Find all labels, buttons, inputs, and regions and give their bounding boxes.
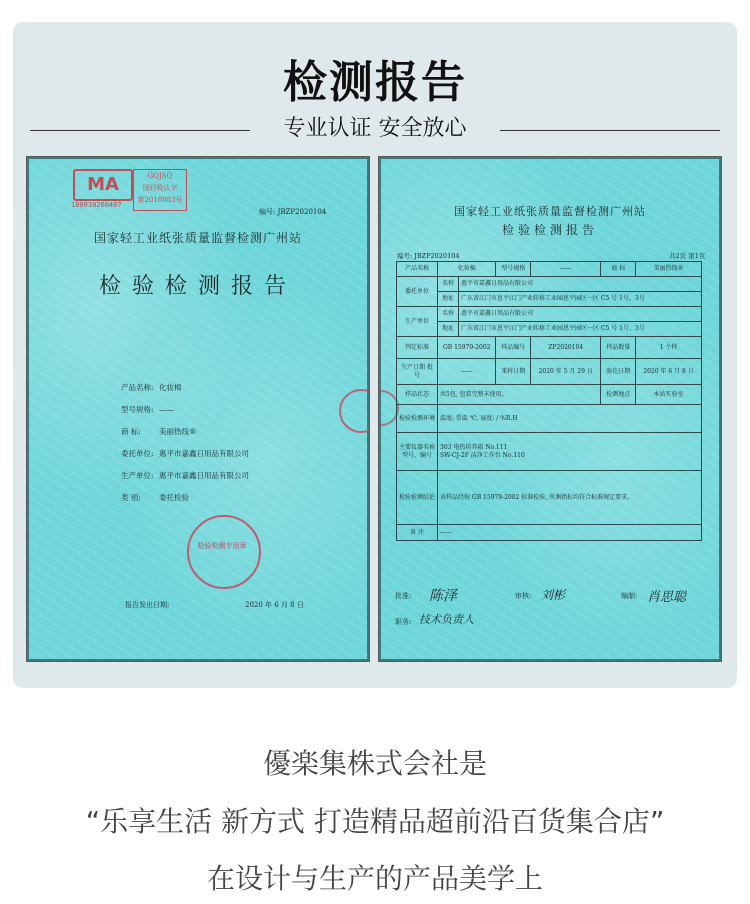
approve-signature: 陈泽 [429,588,457,604]
table-cell: 委托单位 [397,277,438,307]
report-number: 编号: JBZP2020104 [259,208,327,216]
table-cell: 样品编号 [496,337,531,359]
table-cell: —— [438,359,496,385]
field-value: —— [159,405,174,414]
table-cell: 检测地点 [601,385,636,405]
issuing-organization: 国家轻工业纸张质量监督检测广州站 [454,205,646,218]
approve-label: 批准: [395,592,412,600]
cma-number: 180010260407 [71,201,122,209]
edit-label: 编制: [621,592,638,600]
field-value: 惠平市嘉鑫日用品有限公司 [159,449,249,458]
edge-seal-fragment [339,389,370,433]
table-row [397,359,702,385]
issue-date: 2020 年 6 月 8 日 [245,601,304,609]
report-cover-image [26,156,370,662]
field-row [121,443,249,465]
table-cell: 化妆棉 [438,262,496,277]
stamp-line: 第2018083号 [137,196,183,204]
table-cell: 判定标准 [397,337,438,359]
table-cell: 产品名称 [397,262,438,277]
table-row [397,433,702,471]
field-value: 美丽热线® [159,427,197,436]
table-cell: 主要仪器名称型号、编号 [397,433,438,471]
table-cell: 广东省江门市恩平江门产业转移工业园恩平园区一区 C5 号 1号、3号 [459,322,702,337]
field-value: 化妆棉 [159,383,182,392]
instrument-line: SW-CJ-2F 洁净工作台 No.110 [440,451,525,459]
table-cell: 本站实验室 [636,385,702,405]
table-cell: 来样日期 [496,359,531,385]
table-row [397,262,702,277]
cma-logo: MA [73,169,133,201]
table-cell: 共5包, 包装完整未使用。 [438,385,601,405]
footer-line-2: “乐享生活 新方式 打造精品超前沿百货集合店” [85,805,665,838]
table-cell: 样品数量 [601,337,636,359]
field-label: 类 别: [121,493,141,502]
table-row [397,525,702,541]
footer-line-3: 在设计与生产的产品美学上 [206,862,543,895]
certification-stamp [133,169,187,211]
field-value: 委托检验 [159,493,189,502]
table-cell: 该样品经按 GB 15979-2002 标准检验, 所测指标均符合标准规定要求。 [438,471,702,525]
table-row [397,405,702,433]
table-cell: 检验检测结论 [397,471,438,525]
table-cell: 广东省江门市恩平江门产业转移工业园恩平园区一区 C5 号 1号、3号 [459,292,702,307]
field-row [121,399,249,421]
post-label: 职务: [395,618,412,626]
table-cell: 美丽热线® [636,262,702,277]
stamp-line: GQJSQ [147,172,173,180]
table-row [397,385,702,405]
field-label: 型号规格: [121,405,154,414]
table-cell: —— [530,262,601,277]
instrument-line: 303 电热培养箱 No.111 [440,443,508,451]
field-value: 惠平市嘉鑫日用品有限公司 [159,471,249,480]
table-cell: GB 15979-2002 [438,337,496,359]
table-cell: 生产单位 [397,307,438,337]
stamp-line: 国轻检认字 [142,184,178,192]
table-row [397,471,702,525]
report-table [396,261,702,541]
report-number: 编号: JBZP2020104 [397,252,460,260]
subtitle-row [30,115,720,145]
post-signature: 技术负责人 [419,613,474,626]
table-cell: 温度: 常温 ℃, 湿度: / %R.H [438,405,702,433]
field-row [121,465,249,487]
table-cell: 1 个样 [636,337,702,359]
table-cell: 惠平市嘉鑫日用品有限公司 [459,307,702,322]
report-detail-image [378,156,722,662]
table-cell: —— [438,525,702,541]
field-row [121,377,249,399]
review-label: 审核: [515,592,532,600]
table-row [397,307,702,322]
table-row [397,277,702,292]
field-label: 商 标: [121,427,141,436]
footer-line-1: 優楽集株式会社是 [262,747,487,780]
issue-date-label: 报告发出日期: [125,601,170,609]
subtitle: 专业认证 安全放心 [274,116,477,141]
review-signature: 刘彬 [541,588,566,602]
table-row [397,322,702,337]
official-seal [187,515,261,589]
field-row [121,421,249,443]
table-cell: 地址 [438,322,459,337]
table-cell: 商 标 [601,262,636,277]
table-cell: ZP2020104 [530,337,601,359]
table-cell: 备 注 [397,525,438,541]
field-label: 生产单位: [121,471,154,480]
report-title: 检验检测报告 [98,274,297,299]
table-cell: 验讫日期 [601,359,636,385]
cover-fields [121,377,249,509]
table-cell: 名称 [438,277,459,292]
field-label: 产品名称: [121,383,154,392]
table-row [397,337,702,359]
field-row [121,487,249,509]
table-cell: 型号规格 [496,262,531,277]
table-cell: 生产日期 批号 [397,359,438,385]
page-title: 检测报告 [283,57,467,108]
page-indicator: 共2页 第1页 [669,252,706,260]
table-cell: 样品状态 [397,385,438,405]
table-cell: 名称 [438,307,459,322]
table-cell: 2020 年 5 月 29 日 [530,359,601,385]
report-title: 检验检测报告 [501,223,598,237]
table-cell: 检验检测环境 [397,405,438,433]
seal-text: 检验检测专用章 [197,542,247,550]
table-cell: 惠平市嘉鑫日用品有限公司 [459,277,702,292]
field-label: 委托单位: [121,449,154,458]
table-cell: 地址 [438,292,459,307]
table-cell: 2020 年 6 月 8 日 [636,359,702,385]
table-cell [438,433,702,471]
issuing-organization: 国家轻工业纸张质量监督检测广州站 [93,231,302,245]
table-row [397,292,702,307]
edit-signature: 肖思聪 [647,590,687,605]
